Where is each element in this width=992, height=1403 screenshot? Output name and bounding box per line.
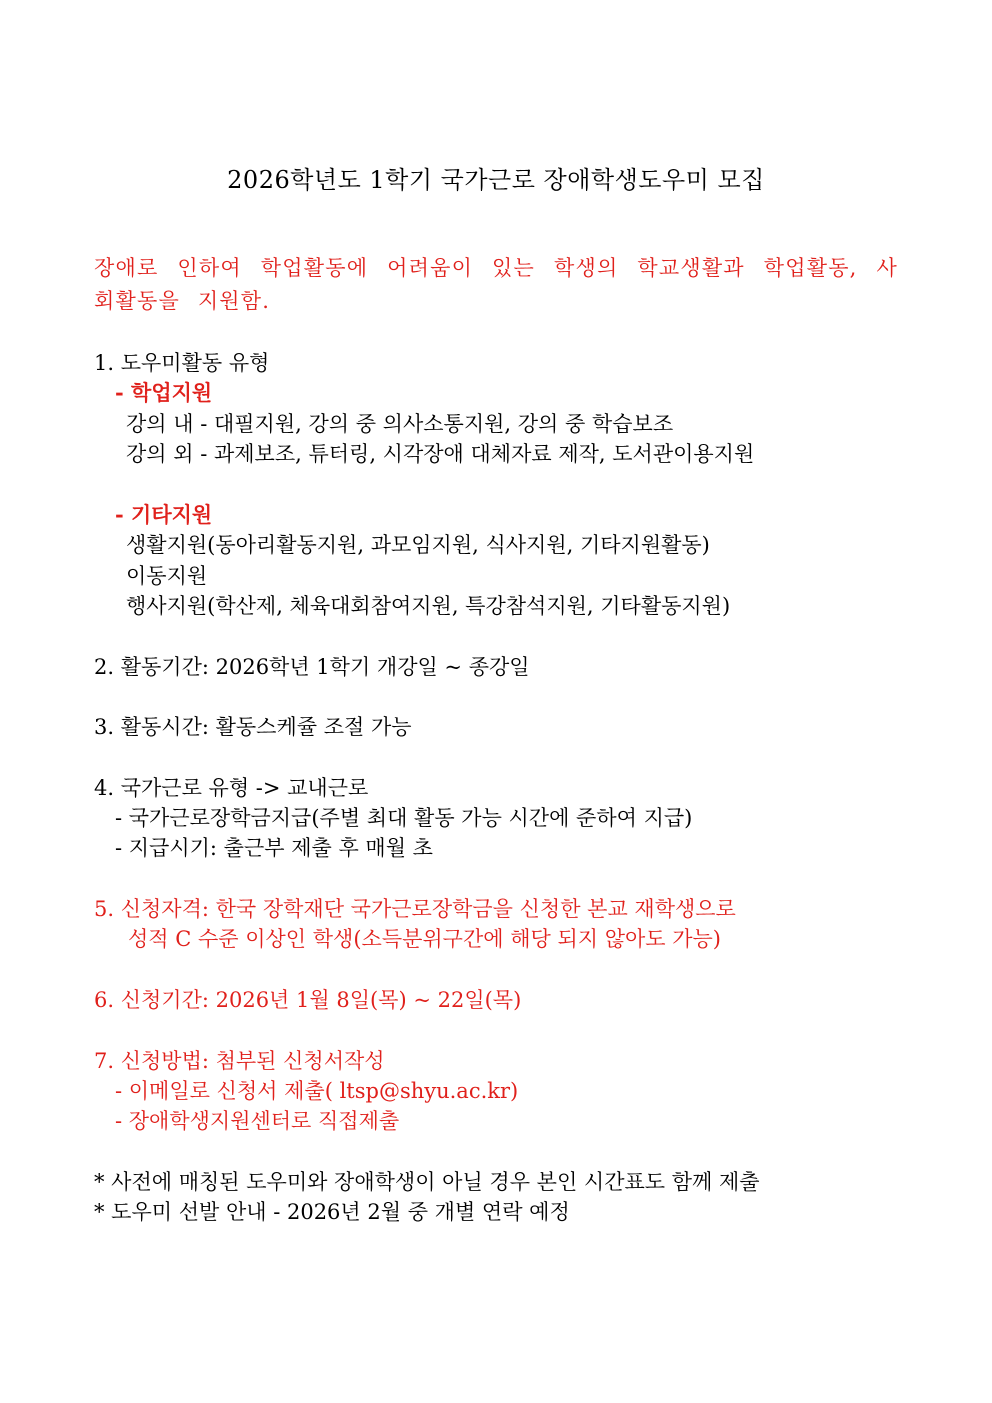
section4-heading: 4. 국가근로 유형 -> 교내근로 [94, 776, 369, 800]
section5-eligibility-cont: 성적 C 수준 이상인 학생(소득분위구간에 해당 되지 않아도 가능) [128, 927, 722, 951]
section1-heading: 1. 도우미활동 유형 [94, 351, 270, 375]
section2-period: 2. 활동기간: 2026학년 1학기 개강일 ~ 종강일 [94, 655, 530, 679]
page-title: 2026학년도 1학기 국가근로 장애학생도우미 모집 [227, 166, 765, 194]
academic-support-item: 강의 내 - 대필지원, 강의 중 의사소통지원, 강의 중 학습보조 [126, 412, 674, 436]
note-item: * 도우미 선발 안내 - 2026년 2월 중 개별 연락 예정 [94, 1200, 570, 1224]
other-support-item: 이동지원 [126, 564, 208, 588]
section7-heading: 7. 신청방법: 첨부된 신청서작성 [94, 1049, 385, 1073]
section3-hours: 3. 활동시간: 활동스케쥴 조절 가능 [94, 715, 412, 739]
other-support-item: 생활지원(동아리활동지원, 과모임지원, 식사지원, 기타지원활동) [126, 533, 710, 557]
section6-text: 6. 신청기간: 2026년 1월 8일(목) ~ 22일(목) [94, 988, 522, 1012]
section6-application-period [94, 985, 521, 1015]
section4-item: - 국가근로장학금지급(주별 최대 활동 가능 시간에 준하여 지급) [115, 806, 693, 830]
other-support-item: 행사지원(학산제, 체육대회참여지원, 특강참석지원, 기타활동지원) [126, 594, 731, 618]
intro-paragraph: 장애로 인하여 학업활동에 어려움이 있는 학생의 학교생활과 학업활동, 사회활동을 지원함. [94, 256, 898, 313]
section7-item: - 이메일로 신청서 제출( ltsp@shyu.ac.kr) [115, 1079, 519, 1103]
other-support-label: - 기타지원 [115, 502, 213, 527]
note-item: * 사전에 매칭된 도우미와 장애학생이 아닐 경우 본인 시간표도 함께 제출 [94, 1170, 760, 1194]
academic-support-label: - 학업지원 [115, 380, 213, 405]
section7-item: - 장애학생지원센터로 직접제출 [115, 1109, 400, 1133]
academic-support-item: 강의 외 - 과제보조, 튜터링, 시각장애 대체자료 제작, 도서관이용지원 [126, 442, 755, 466]
section5-eligibility: 5. 신청자격: 한국 장학재단 국가근로장학금을 신청한 본교 재학생으로 [94, 897, 736, 921]
section4-item: - 지급시기: 출근부 제출 후 매월 초 [115, 836, 433, 860]
